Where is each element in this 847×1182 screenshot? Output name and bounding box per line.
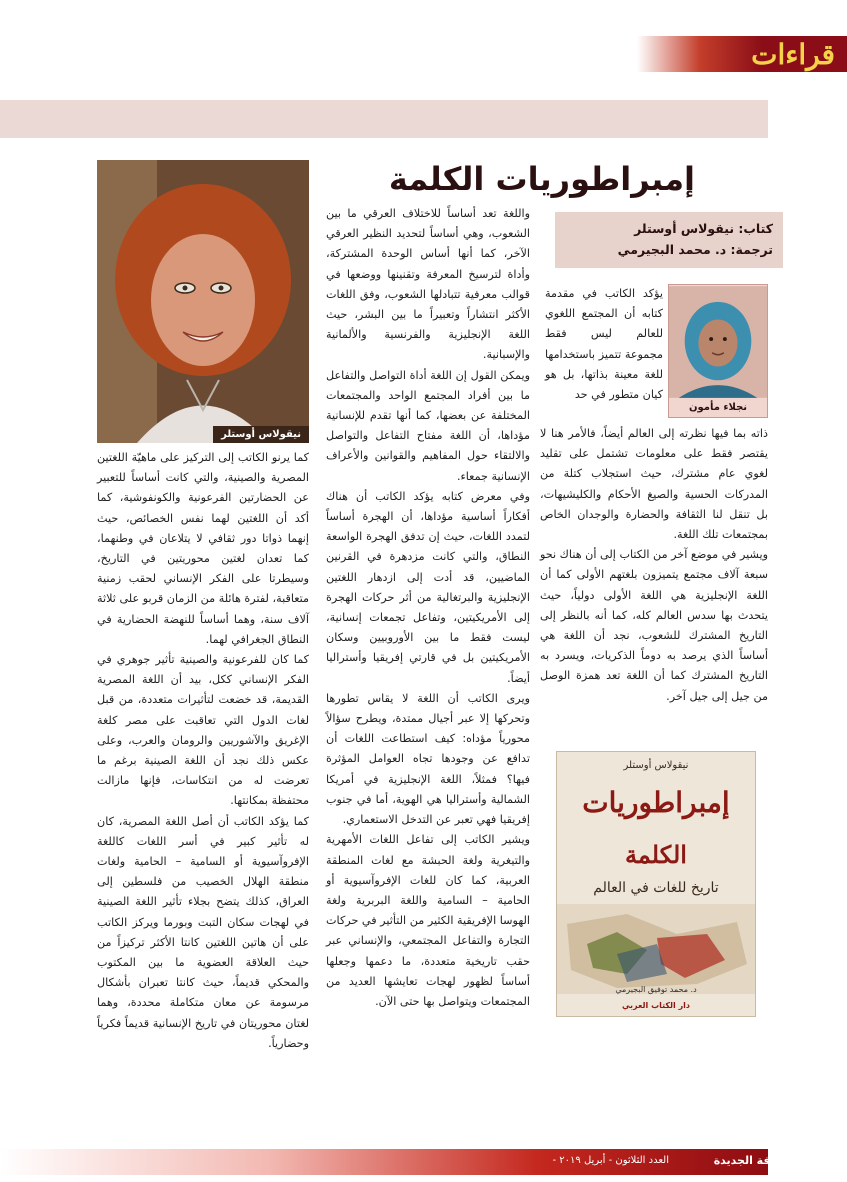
book-author: نيقولاس أوستلر <box>623 760 689 771</box>
author-portrait-image <box>669 285 767 399</box>
issue-info: العدد الثلاثون - أبريل ٢٠١٩ - <box>552 1155 669 1166</box>
article-title: إمبراطوريات الكلمة <box>388 160 695 198</box>
body-column-left <box>97 448 309 1054</box>
byline-translation: ترجمة: د. محمد البجيرمي <box>617 242 773 257</box>
byline-box <box>555 212 783 268</box>
book-cover-art <box>557 904 756 994</box>
paragraph: ويمكن القول إن اللغة أداة التواصل والتفاعل ما بين أفراد المجتمع الواحد والمجتمعات المختلفة عن بعضها، كما أنها تقدم للإنسانية مؤداها، أن اللغة مفتاح التفاعل والتواصل والالتقاء حول المفاهيم والقوانين والأعراف الإنسانية جمعاء. <box>326 368 530 483</box>
author-photo-caption: نجلاء مأمون <box>688 402 748 413</box>
body-column-right <box>540 424 768 707</box>
subject-portrait-image <box>97 160 309 443</box>
subject-photo <box>97 160 309 443</box>
paragraph: كما كان للفرعونية والصينية تأثير جوهري في الفكر الإنساني ككل، بيد أن اللغة المصرية القديمة، قد خضعت لتأثيرات متعددة، من قبل لغات الدول التي تعاقبت على مصر كلغة الإغريق والآشوريين والرومان والعرب، وعلى عكس ذلك نجد أن اللغة الصينية برغم ما تعرضت له من انتكاسات، فإنها مازالت محتفظة بمكانتها. <box>97 653 309 808</box>
paragraph: وفي معرض كتابه يؤكد الكاتب أن هناك أفكاراً أساسية مؤداها، أن الهجرة أساساً لتمدد اللغات، حيث إن تدفق الهجرة الواسعة النطاق، والتي كانت مزدهرة في القرنين الماضيين، قد أدت إلى ازدهار اللغتين الإنجليزية والبرتغالية من أثر حركات الهجرة إلى الأمريكيتين، وتفاعل تجمعات إنسانية، ليست فقط ما بين الأوروبيين وسكان الأمريكيتين بل في قارتي إفريقيا وأستراليا أيضاً. <box>326 489 530 685</box>
book-translator: د. محمد توفيق البجيرمي <box>615 985 697 994</box>
book-subtitle: تاريخ للغات في العالم <box>593 880 719 896</box>
section-label: قراءات <box>751 38 835 71</box>
paragraph: ويرى الكاتب أن اللغة لا يقاس تطورها وتحركها إلا عبر أجيال ممتدة، ويطرح سؤالاً محورياً مؤداه: كيف استطاعت اللغات أن تدافع عن وجودها تجاه العوامل المؤثرة فيها؟ فمثلاً، اللغة الإنجليزية في أمريكا الشمالية وأستراليا هي الهوية، أما في جنوب إفريقيا فهي تعبر عن التدخل الاستعماري. <box>326 691 530 827</box>
header-band <box>0 100 768 138</box>
magazine-name: الثقافة الجديدة <box>713 1154 795 1167</box>
paragraph: ذاته بما فيها نظرته إلى العالم أيضاً، فالأمر هنا لا يقتصر فقط على معلومات تشتمل على تقليد لغوي عام مشترك، حيث استجلاب كتلة من المدركات الحسية والصيغ الأحكام والكليشيهات، بل تنقل لنا الثقافة والحضارة والوجدان الخاص بمجتمعات تلك اللغة. <box>540 427 768 542</box>
subject-photo-caption: نيقولاس أوستلر <box>213 426 309 443</box>
body-column-right-top <box>545 284 663 405</box>
paragraph: ويشير في موضع آخر من الكتاب إلى أن هناك نحو سبعة آلاف مجتمع يتميزون بلغتهم الأولى كما أن اللغة الإنجليزية هي اللغة الأولى دولياً، حيث يتحدث بها سدس العالم كله، كما أنه بالنظر إلى التاريخ المشترك للشعوب، نجد أن اللغة هي أساساً الذي يرصد به دوماً الذكريات، ويسرد به التاريخ المشترك كما أن اللغة تعد همزة الوصل من جيل إلى جيل آخر. <box>540 548 768 703</box>
paragraph: واللغة تعد أساساً للاختلاف العرقي ما بين الشعوب، وهي أساساً لتحديد النظير العرقي الآخر، كما أنها أساس الوحدة المشتركة، وأداة لترسيخ المعرفة وتقنينها ووضعها في قوالب معرفية تتبادلها الشعوب، وفق اللغات الأكثر انتشاراً وتعبيراً ما بين البشر، حيث اللغة الإنجليزية والفرنسية والألمانية والإسبانية. <box>326 207 530 362</box>
page-footer <box>0 1143 847 1182</box>
page-number: ١٣٨ <box>813 1152 839 1168</box>
paragraph: ويشير الكاتب إلى تفاعل اللغات الأمهرية والتيغرية ولغة الحبشة مع لغات المنطقة العربية، كما كان للغات الإفروآسيوية أو الحامية – السامية واللغة البربرية ولغة الهوسا الإفريقية الكثير من التأثير في حركات التجارة والتفاعل المجتمعي، والإنساني عبر حقب تاريخية متعددة، ما دعمها وجعلها أساساً لظهور لهجات تعايشها العديد من المجتمعات ويتواصل بها حتى الآن. <box>326 833 530 1008</box>
book-title-line1: إمبراطوريات <box>582 786 730 819</box>
book-title-line2: الكلمة <box>625 840 687 869</box>
section-tab <box>637 36 847 72</box>
paragraph: كما يرنو الكاتب إلى التركيز على ماهيّة اللغتين المصرية والصينية، والتي كانت أساساً للتعبير عن الحضارتين الفرعونية والكونفوشية، كما أكد أن اللغتين لهما نفس الخصائص، حيث إنهما ذواتا دور ثقافي لا يتلاعان في وطنهما، كما تعدان لغتين محوريتين في التاريخ، وسيطرتا على الفكر الإنساني لحقب زمنية متعاقبة، لفترة هائلة من الزمان قربو على ثلاثة آلاف سنة، وهما أساساً للنهضة الحضارية في النطاق الجغرافي لهما. <box>97 451 309 646</box>
book-cover <box>556 751 756 1017</box>
paragraph: يؤكد الكاتب في مقدمة كتابه أن المجتمع اللغوي للعالم ليس فقط مجموعة تتميز باستخدامها للغة معينة بذاتها، بل هو كيان متطور في حد <box>545 287 663 402</box>
byline-book: كتاب: نيقولاس أوستلر <box>634 221 773 236</box>
paragraph: كما يؤكد الكاتب أن أصل اللغة المصرية، كان له تأثير كبير في أسر اللغات كاللغة الإفروآسيوية أو السامية – الحامية ولغات منطقة الهلال الخصيب من فلسطين إلى العراق، كذلك يتضح بجلاء تأثير اللغة الصينية في لهجات سكان التبت وبورما ويركز الكاتب على أن هاتين اللغتين كانتا الأكثر تركيزاً من حيث العلاقة العضوية ما بين المكتوب والمحكي قديماً، حيث كانتا تعبران بأشكال مرسومة عن معان متكاملة محددة، وهما لغتان محوريتان في تاريخ الإنسانية قديماً فكرياً وحضارياً. <box>97 814 309 1050</box>
book-publisher: دار الكتاب العربي <box>621 1001 691 1010</box>
body-column-middle <box>326 204 530 1012</box>
author-photo <box>668 284 768 418</box>
